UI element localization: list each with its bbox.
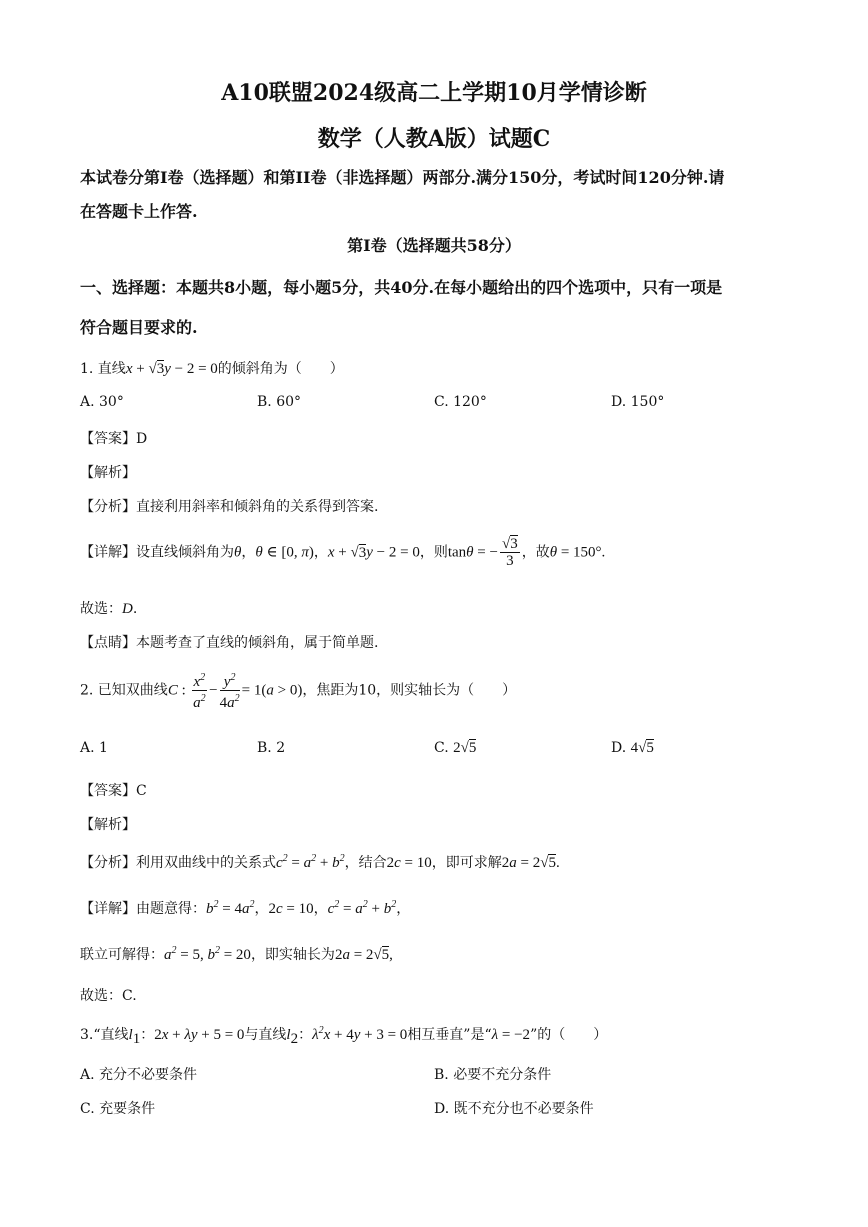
- q1-option-c: C. 120°: [434, 394, 487, 410]
- q2-answer: 【答案】C: [80, 783, 147, 799]
- q1-stem: 1. 直线x + √3y − 2 = 0的倾斜角为（ ）: [80, 361, 344, 377]
- q2-detail: 【详解】由题意得：$b^2 = 4a^2$，2c = 10，$c^2 = a^2 + b^2$，: [80, 899, 411, 917]
- q1-suffix: 的倾斜角为（ ）: [217, 361, 344, 377]
- section-instruction-1: 一、选择题：本题共8小题，每小题5分，共40分.在每小题给出的四个选项中，只有一项是: [80, 278, 723, 297]
- section-instruction-2: 符合题目要求的.: [80, 318, 198, 337]
- q2-option-a: A. 1: [80, 740, 108, 756]
- intro-line-1: 本试卷分第I卷（选择题）和第II卷（非选择题）两部分.满分150分，考试时间120分钟.请: [80, 168, 725, 187]
- q3-option-b: B. 必要不充分条件: [434, 1067, 552, 1083]
- q2-option-c: C. 2√5: [434, 740, 477, 756]
- q3-option-a: A. 充分不必要条件: [80, 1067, 198, 1083]
- q1-prefix: 1. 直线: [80, 361, 126, 377]
- q1-jiexi: 【解析】: [80, 465, 136, 481]
- q2-fenxi: 【分析】利用双曲线中的关系式$c^2 = a^2 + b^2$，结合2c = 10，即可求解2a = 2√5.: [80, 853, 560, 871]
- q1-option-a: A. 30°: [80, 394, 124, 410]
- q1-fenxi: 【分析】直接利用斜率和倾斜角的关系得到答案.: [80, 499, 379, 515]
- q1-detail: 【详解】设直线倾斜角为θ，θ ∈ [0, π)，x + √3y − 2 = 0，则tanθ = − $\frac{√3}{3}$ ，故θ = 150°.: [80, 536, 606, 569]
- q1-answer: 【答案】D: [80, 431, 148, 447]
- page-subtitle: 数学（人教A版）试题C: [317, 126, 551, 152]
- q1-dianjing: 【点睛】本题考查了直线的倾斜角，属于简单题.: [80, 635, 379, 651]
- q1-guxuan: 故选：D.: [80, 601, 138, 617]
- q1-option-d: D. 150°: [611, 394, 665, 410]
- page-title: A10联盟2024级高二上学期10月学情诊断: [221, 80, 647, 106]
- q3-option-c: C. 充要条件: [80, 1101, 156, 1117]
- intro-line-2: 在答题卡上作答.: [80, 202, 198, 221]
- section-heading: 第I卷（选择题共58分）: [347, 236, 521, 255]
- q3-option-d: D. 既不充分也不必要条件: [434, 1101, 594, 1117]
- q2-option-d: D. 4√5: [611, 740, 654, 756]
- q2-lianli: 联立可解得：$a^2 = 5$, $b^2 = 20$，即实轴长为2a = 2√5,: [80, 945, 393, 963]
- q2-stem: 2. 已知双曲线C : $\frac{x^2}{a^2}$ − $\frac{y^2}{4a^2}$ = 1(a > 0)，焦距为10，则实轴长为（ ）: [80, 672, 517, 711]
- q1-option-b: B. 60°: [257, 394, 302, 410]
- q3-stem: 3.“直线$l_1$：2x + λy + 5 = 0与直线$l_2$：$\lambda^2x + 4y + 3 = 0$相互垂直”是“λ = −2”的（ ）: [80, 1025, 608, 1047]
- q2-jiexi: 【解析】: [80, 817, 136, 833]
- q2-option-b: B. 2: [257, 740, 286, 756]
- q2-guxuan: 故选：C.: [80, 988, 137, 1004]
